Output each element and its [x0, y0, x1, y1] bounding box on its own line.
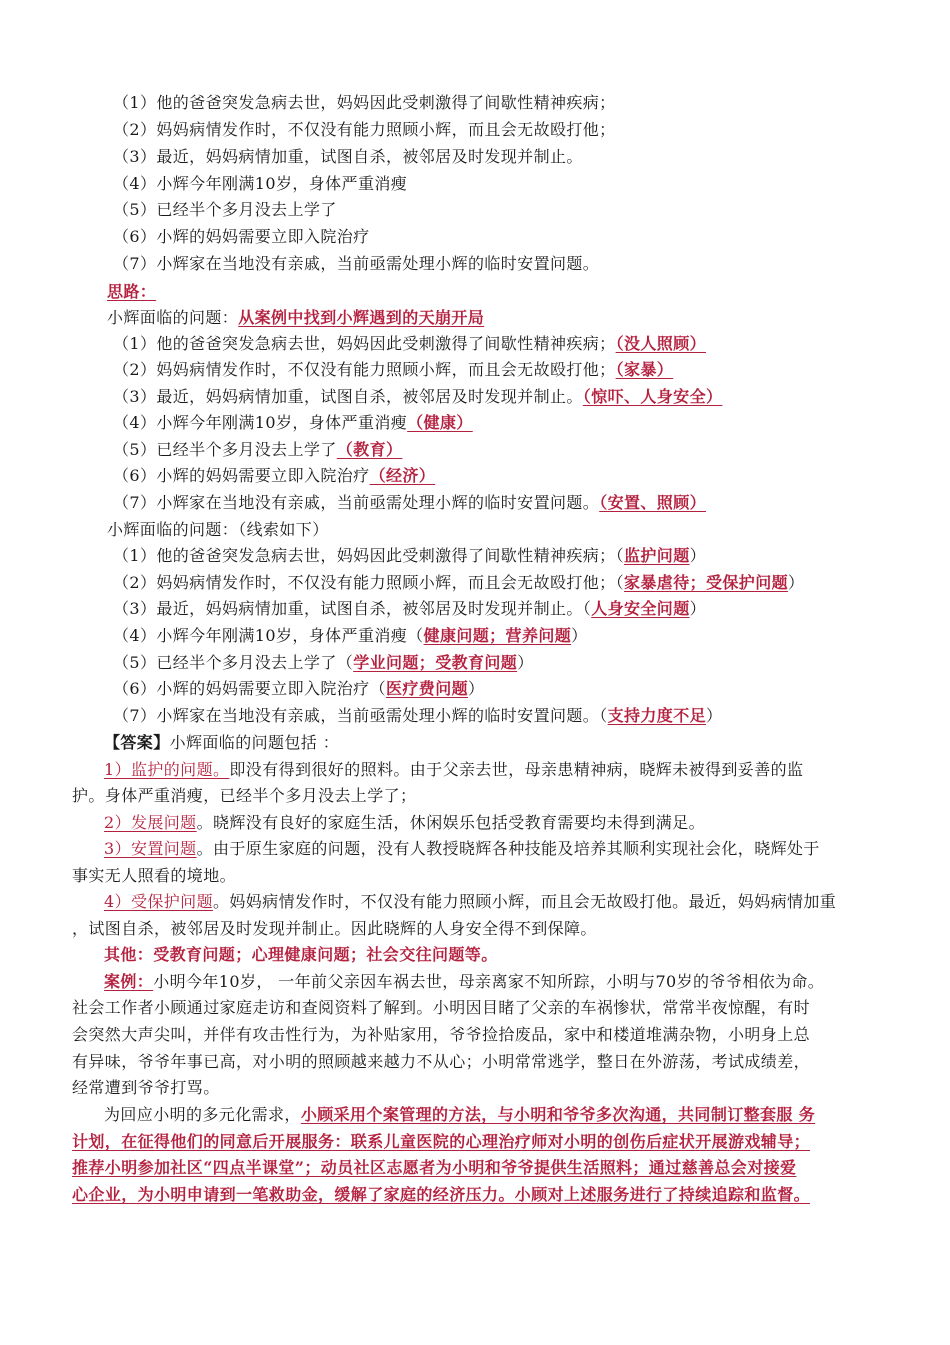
list3-item-4: [113, 625, 588, 647]
list3-item-open: （: [582, 599, 592, 618]
answer-p2-line1: [104, 812, 705, 834]
answer-p3-head: 3）安置问题: [104, 839, 197, 858]
answer-p3-line2: 事实无人照看的境地。: [72, 866, 237, 885]
list1-item-7: （7）小辉家在当地没有亲戚，当前亟需处理小辉的临时安置问题。: [113, 254, 600, 273]
list3-item-tag: 家暴虐待；受保护问题: [624, 573, 789, 592]
list2-item-text: （5）已经半个多月没去上学了: [113, 440, 337, 459]
problems-heading-highlight: 从案例中找到小辉遇到的天崩开局: [238, 308, 485, 327]
list2-item-1: [113, 333, 706, 355]
list3-item-7: [113, 705, 722, 727]
case-line3: 会突然大声尖叫，并伴有攻击性行为，为补贴家用，爷爷捡拾废品，家中和楼道堆满杂物，小明身上总: [72, 1025, 811, 1044]
list2-item-tag: （没人照顾）: [615, 334, 706, 353]
list2-item-tag: （家暴）: [615, 360, 674, 379]
answer-p1-line2: 护。身体严重消瘦，已经半个多月没去上学了；: [72, 786, 417, 805]
list1-item-3: （3）最近，妈妈病情加重，试图自杀，被邻居及时发现并制止。: [113, 147, 583, 166]
response-line3: 推荐小明参加社区“四点半课堂”；动员社区志愿者为小明和爷爷提供生活照料；通过慈善总会对接爱: [72, 1158, 797, 1177]
approach-label: 思路：: [107, 282, 157, 301]
list3-item-close: ）: [706, 706, 723, 725]
clues-heading: 小辉面临的问题：（线索如下）: [107, 520, 329, 539]
answer-p4-text: 。妈妈病情发作时，不仅没有能力照顾小辉，而且会无故殴打他。最近，妈妈病情加重: [212, 892, 837, 911]
response-prefix: 为回应小明的多元化需求，: [104, 1105, 301, 1124]
case-line1: [104, 971, 824, 993]
list3-item-open: （: [336, 653, 354, 672]
list1-item-5: （5）已经半个多月没去上学了: [113, 200, 337, 219]
list3-item-text: （4）小辉今年刚满10岁，身体严重消瘦: [113, 626, 408, 645]
answer-p4-head: 4）受保护问题: [104, 892, 213, 911]
answer-p2-head: 2）发展问题: [104, 813, 197, 832]
answer-p4-line1: [104, 891, 836, 913]
answer-intro: [104, 732, 339, 754]
list2-item-6: [113, 465, 435, 487]
list3-item-3: [113, 598, 706, 620]
list2-item-text: （4）小辉今年刚满10岁，身体严重消瘦: [113, 413, 408, 432]
answer-label: 【答案】: [104, 733, 170, 752]
list3-item-open: （: [615, 546, 624, 565]
answer-p1-head: 1）监护的问题。: [104, 760, 230, 779]
list3-item-close: ）: [517, 653, 534, 672]
list2-item-7: [113, 492, 706, 514]
list3-item-text: （6）小辉的妈妈需要立即入院治疗: [113, 679, 370, 698]
list3-item-text: （5）已经半个多月没去上学了: [113, 653, 337, 672]
list3-item-close: ）: [468, 679, 485, 698]
response-line2: 计划，在征得他们的同意后开展服务：联系儿童医院的心理治疗师对小明的创伤后症状开展游戏辅导；: [72, 1132, 811, 1151]
list3-item-tag: 监护问题: [624, 546, 690, 565]
list1-item-1: （1）他的爸爸突发急病去世，妈妈因此受刺激得了间歇性精神疾病；: [113, 93, 616, 112]
list3-item-open: （: [369, 679, 386, 698]
list3-item-open: （: [407, 626, 424, 645]
answer-p4-line2: ，试图自杀，被邻居及时发现并制止。因此晓辉的人身安全得不到保障。: [72, 919, 597, 938]
list2-item-3: [113, 386, 722, 408]
list3-item-tag: 医疗费问题: [386, 679, 469, 698]
case-label: 案例：: [104, 972, 154, 991]
list1-item-2: （2）妈妈病情发作时，不仅没有能力照顾小辉，而且会无故殴打他；: [113, 120, 616, 139]
list3-item-text: （3）最近，妈妈病情加重，试图自杀，被邻居及时发现并制止。: [113, 599, 583, 618]
answer-p1-line1: [104, 759, 803, 781]
answer-p3-text: 。由于原生家庭的问题，没有人教授晓辉各种技能及培养其顺利实现社会化，晓辉处于: [196, 839, 820, 858]
list2-item-text: （1）他的爸爸突发急病去世，妈妈因此受刺激得了间歇性精神疾病；: [113, 334, 616, 353]
response-line4: 心企业，为小明申请到一笔救助金，缓解了家庭的经济压力。小顾对上述服务进行了持续追踪和监督。: [72, 1185, 811, 1204]
list1-item-4: （4）小辉今年刚满10岁，身体严重消瘦: [113, 174, 408, 193]
list2-item-2: [113, 359, 673, 381]
response-line1: [104, 1104, 815, 1126]
case-line2: 社会工作者小顾通过家庭走访和查阅资料了解到。小明因目睹了父亲的车祸惨状，常常半夜惊醒，有时: [72, 998, 811, 1017]
case-text: 小明今年10岁， 一年前父亲因车祸去世，母亲离家不知所踪，小明与70岁的爷爷相依为命。: [153, 972, 825, 991]
list3-item-close: ）: [689, 546, 707, 565]
list2-item-text: （7）小辉家在当地没有亲戚，当前亟需处理小辉的临时安置问题。: [113, 493, 600, 512]
list3-item-tag: 健康问题；营养问题: [423, 626, 572, 645]
list3-item-open: （: [615, 573, 624, 592]
list3-item-close: ）: [788, 573, 805, 592]
list2-item-5: [113, 439, 402, 461]
list3-item-text: （2）妈妈病情发作时，不仅没有能力照顾小辉，而且会无故殴打他；: [113, 573, 616, 592]
list3-item-tag: 支持力度不足: [607, 706, 706, 725]
list2-item-tag: （健康）: [407, 413, 473, 432]
answer-p1-text: 即没有得到很好的照料。由于父亲去世，母亲患精神病，晓辉未被得到妥善的监: [229, 760, 804, 779]
list3-item-1: [113, 545, 706, 567]
list3-item-tag: 学业问题；受教育问题: [353, 653, 518, 672]
response-highlight: 小顾采用个案管理的方法，与小明和爷爷多次沟通，共同制订整套服 务: [300, 1105, 816, 1124]
list3-item-2: [113, 572, 804, 594]
list3-item-open: （: [599, 706, 608, 725]
list2-item-text: （2）妈妈病情发作时，不仅没有能力照顾小辉，而且会无故殴打他；: [113, 360, 616, 379]
answer-p3-line1: [104, 838, 820, 860]
answer-intro-text: 小辉面临的问题包括 ：: [169, 733, 340, 752]
list3-item-text: （1）他的爸爸突发急病去世，妈妈因此受刺激得了间歇性精神疾病；: [113, 546, 616, 565]
list2-item-tag: （教育）: [336, 440, 403, 459]
list3-item-text: （7）小辉家在当地没有亲戚，当前亟需处理小辉的临时安置问题。: [113, 706, 600, 725]
answer-other: 其他：受教育问题；心理健康问题；社会交往问题等。: [104, 945, 498, 964]
list3-item-5: [113, 652, 534, 674]
list2-item-text: （3）最近，妈妈病情加重，试图自杀，被邻居及时发现并制止。: [113, 387, 583, 406]
problems-heading-prefix: 小辉面临的问题：: [107, 308, 239, 327]
list3-item-close: ）: [689, 599, 706, 618]
list2-item-tag: （经济）: [369, 466, 436, 485]
case-line4: 有异味，爷爷年事已高，对小明的照顾越来越力不从心；小明常常逃学，整日在外游荡，考试成绩差，: [72, 1052, 811, 1071]
list2-item-tag: （惊吓、人身安全）: [582, 387, 723, 406]
list3-item-6: [113, 678, 484, 700]
problems-heading: [107, 307, 484, 329]
list2-item-4: [113, 412, 473, 434]
list3-item-close: ）: [571, 626, 588, 645]
list2-item-text: （6）小辉的妈妈需要立即入院治疗: [113, 466, 370, 485]
case-line5: 经常遭到爷爷打骂。: [72, 1078, 220, 1097]
list3-item-tag: 人身安全问题: [591, 599, 690, 618]
list1-item-6: （6）小辉的妈妈需要立即入院治疗: [113, 227, 370, 246]
list2-item-tag: （安置、照顾）: [599, 493, 706, 512]
answer-p2-text: 。晓辉没有良好的家庭生活，休闲娱乐包括受教育需要均未得到满足。: [196, 813, 705, 832]
